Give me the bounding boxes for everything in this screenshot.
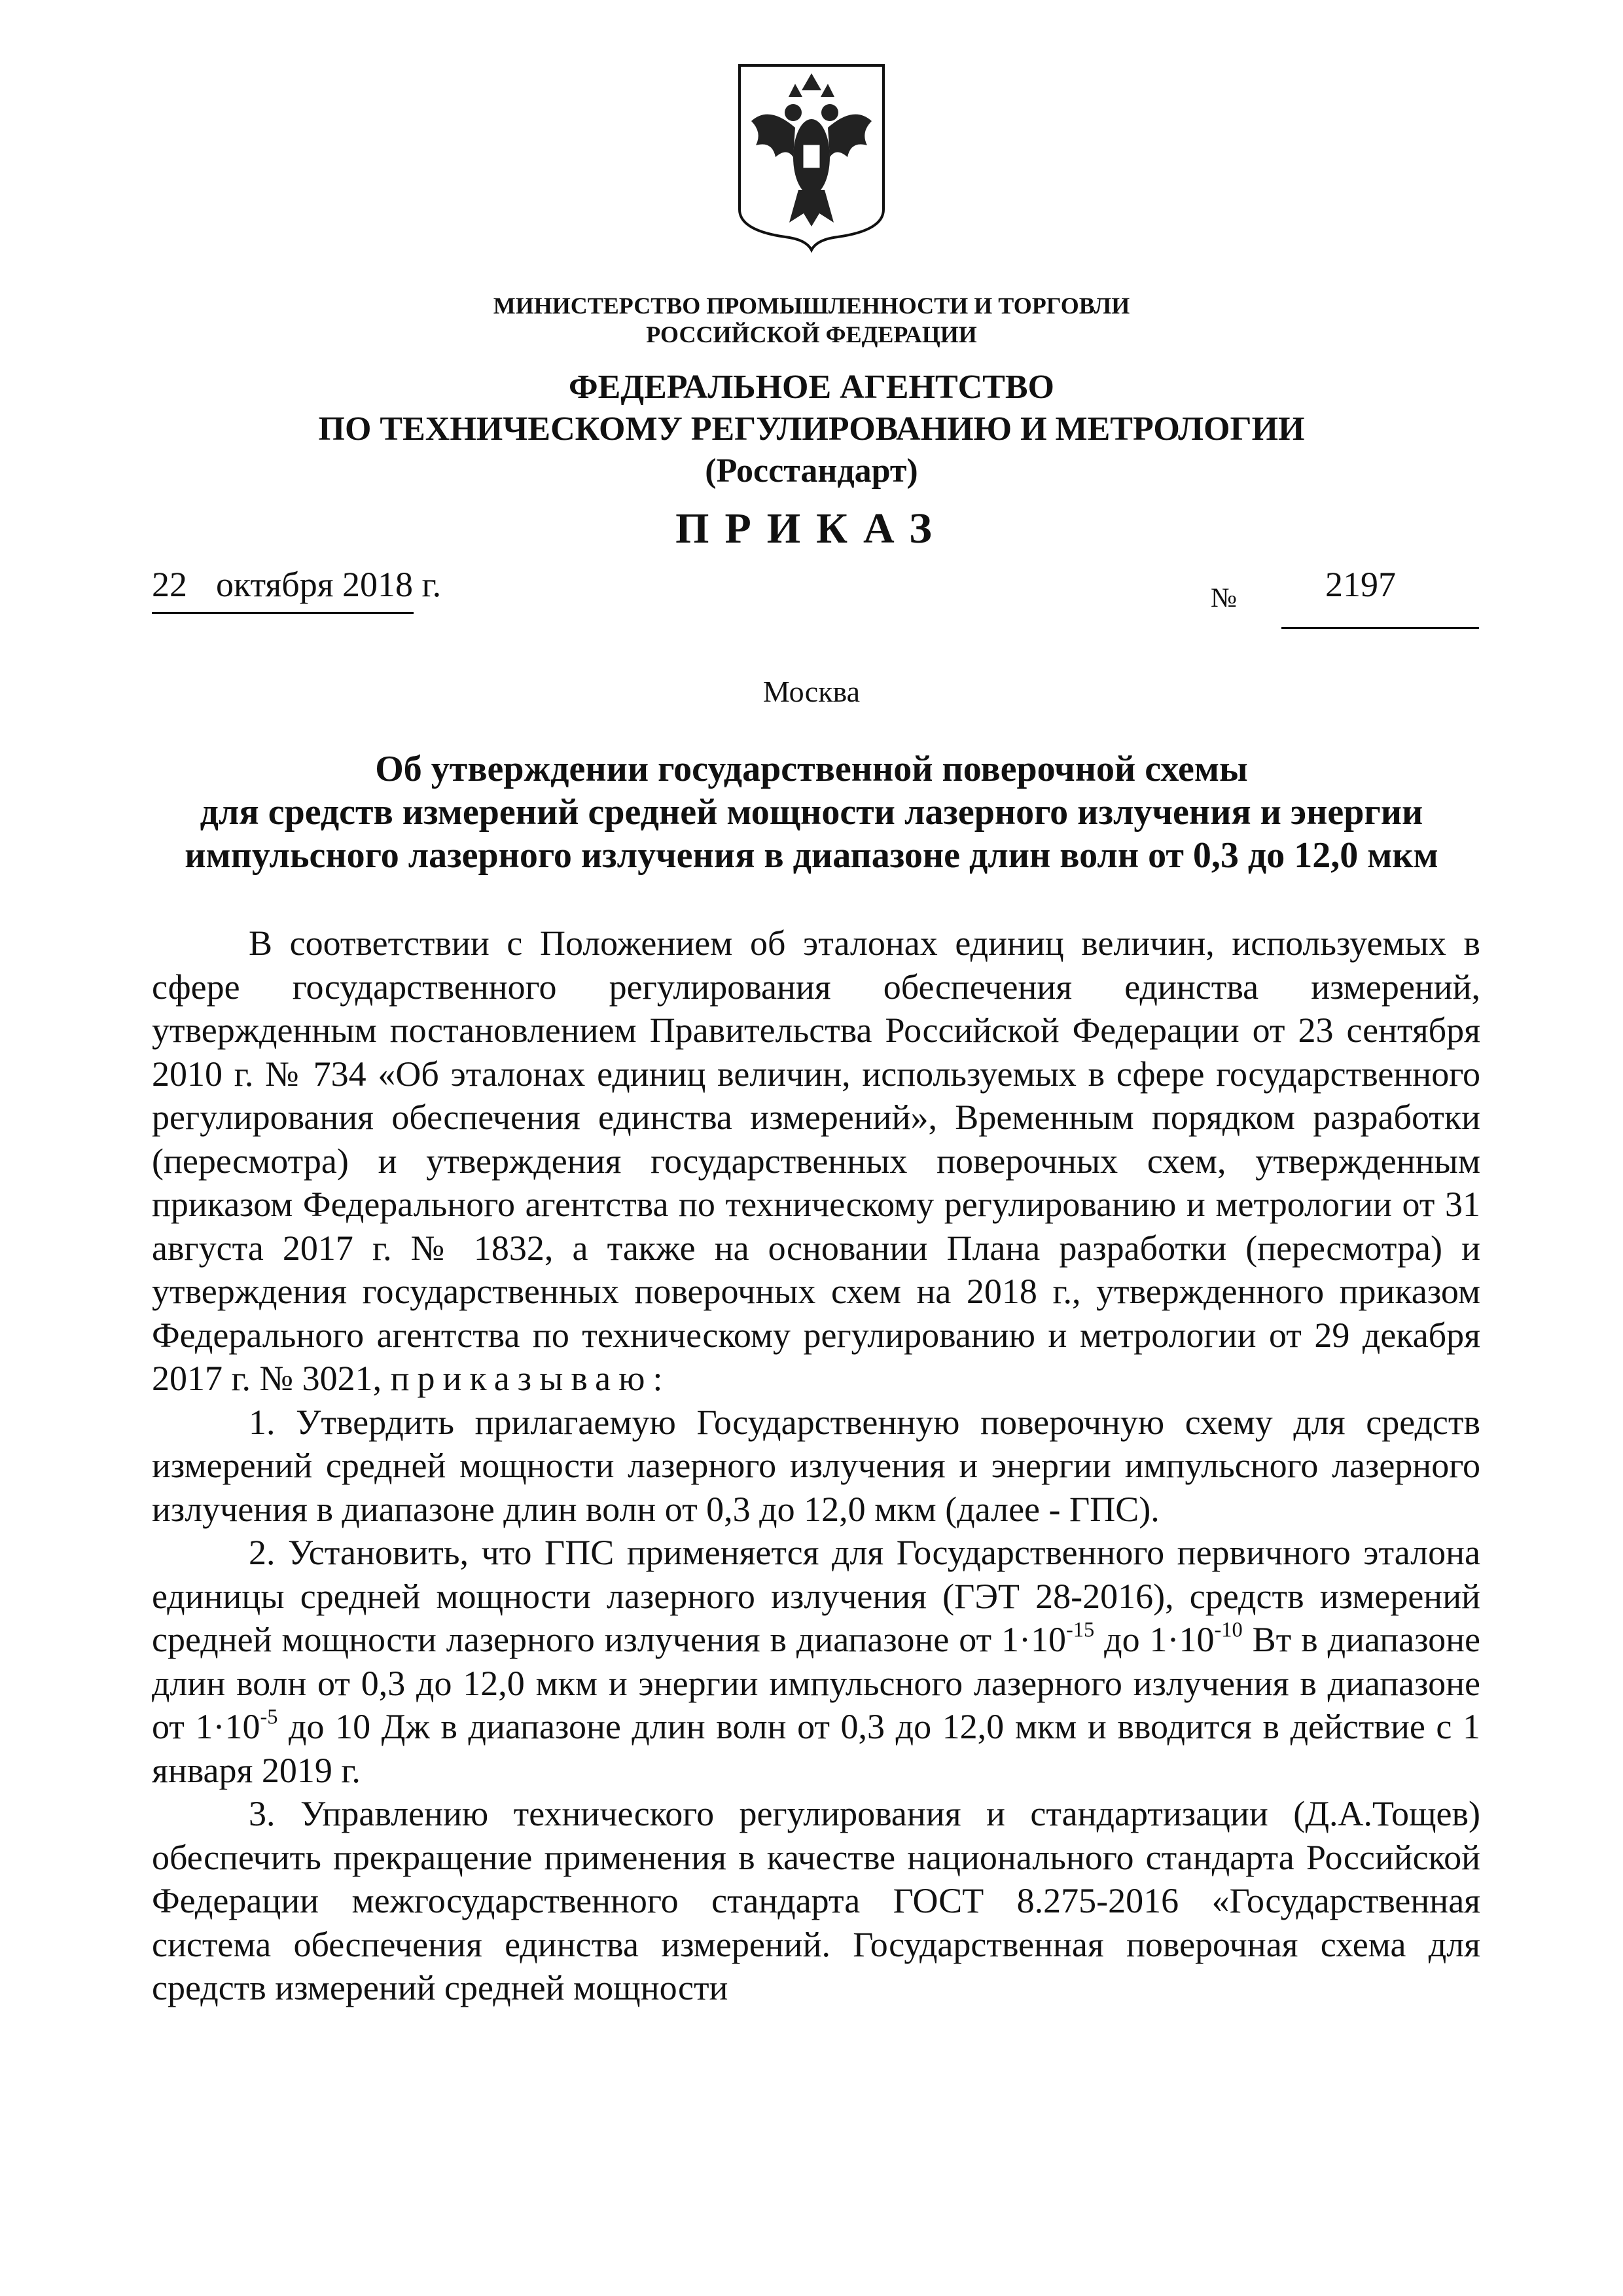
- order-subject: [0, 747, 1623, 877]
- subject-line-2: для средств измерений средней мощности лазерного излучения и энергии: [200, 792, 1423, 833]
- clause-2-part-d: до 10 Дж в диапазоне длин волн от 0,3 до 12,0 мкм и вводится в действие с 1 января 2019 г.: [152, 1707, 1480, 1790]
- subject-line-1: Об утверждении государственной поверочной схемы: [375, 749, 1248, 789]
- agency-line-1: ФЕДЕРАЛЬНОЕ АГЕНТСТВО: [569, 368, 1054, 406]
- ministry-line-1: МИНИСТЕРСТВО ПРОМЫШЛЕННОСТИ И ТОРГОВЛИ: [493, 293, 1130, 319]
- preamble-text: В соответствии с Положением об эталонах единиц величин, используемых в сфере государственного регулирования обеспечения единства измерений, утвержденным постановлением Правительства Российской Федерации от 23 сентября 2010 г. № 734 «Об эталонах единиц величин, используемых в сфере государственного регулирования обеспечения единства измерений», Временным порядком разработки (пересмотра) и утверждения государственных поверочных схем, утвержденным приказом Федерального агентства по техническому регулированию и метрологии от 31 августа 2017 г. № 1832, а также на основании Плана разработки (пересмотра) и утверждения государственных поверочных схем на 2018 г., утвержденного приказом Федерального агентства по техническому регулированию и метрологии от 29 декабря 2017 г. № 3021,: [152, 924, 1480, 1398]
- order-title: ПРИКАЗ: [675, 505, 948, 552]
- clause-3: 3. Управлению технического регулирования и стандартизации (Д.А.Тощев) обеспечить прекращение применения в качестве национального стандарта Российской Федерации межгосударственного стандарта ГОСТ 8.275-2016 «Государственная система обеспечения единства измерений. Государственная поверочная схема для средств измерений средней мощности: [152, 1794, 1480, 2007]
- exponent-3: -5: [260, 1705, 278, 1729]
- order-date-month-year: октября 2018 г.: [216, 565, 442, 604]
- clause-1: 1. Утвердить прилагаемую Государственную поверочную схему для средств измерений средней мощности лазерного излучения и энергии импульсного лазерного излучения в диапазоне длин волн от 0,3 до 12,0 мкм (далее - ГПС).: [152, 1402, 1480, 1529]
- order-number: 2197: [1325, 565, 1396, 604]
- order-date-day: 22: [152, 565, 187, 604]
- ministry-name: [0, 291, 1623, 349]
- clause-2-part-b: до 1·10: [1094, 1620, 1215, 1659]
- subject-line-3: импульсного лазерного излучения в диапазоне длин волн от 0,3 до 12,0 мкм: [185, 835, 1438, 876]
- city: Москва: [762, 675, 861, 708]
- ministry-line-2: РОССИЙСКОЙ ФЕДЕРАЦИИ: [646, 321, 977, 348]
- date-underline: [152, 612, 414, 614]
- exponent-2: -10: [1214, 1618, 1243, 1642]
- exponent-1: -15: [1066, 1618, 1095, 1642]
- agency-name: [0, 367, 1623, 492]
- order-date: [152, 564, 441, 605]
- coat-of-arms-emblem: [733, 59, 890, 255]
- preamble-paragraph: [152, 922, 1480, 1401]
- agency-short-name: (Росстандарт): [705, 452, 918, 490]
- agency-line-2: ПО ТЕХНИЧЕСКОМУ РЕГУЛИРОВАНИЮ И МЕТРОЛОГИИ: [318, 410, 1305, 448]
- order-word: приказываю:: [390, 1359, 671, 1398]
- number-sign: №: [1211, 583, 1238, 613]
- clause-2-part-c: Вт в диапазоне длин волн от 0,3 до 12,0 мкм и энергии импульсного лазерного излучения в диапазоне от 1·10: [152, 1620, 1480, 1746]
- order-body: [152, 922, 1480, 2010]
- number-underline: [1281, 627, 1479, 629]
- clause-2: [152, 1531, 1480, 1792]
- clause-2-part-a: 2. Установить, что ГПС применяется для Государственного первичного эталона единицы средней мощности лазерного излучения (ГЭТ 28-2016), средств измерений средней мощности лазерного излучения в диапазоне от 1·10: [152, 1533, 1480, 1659]
